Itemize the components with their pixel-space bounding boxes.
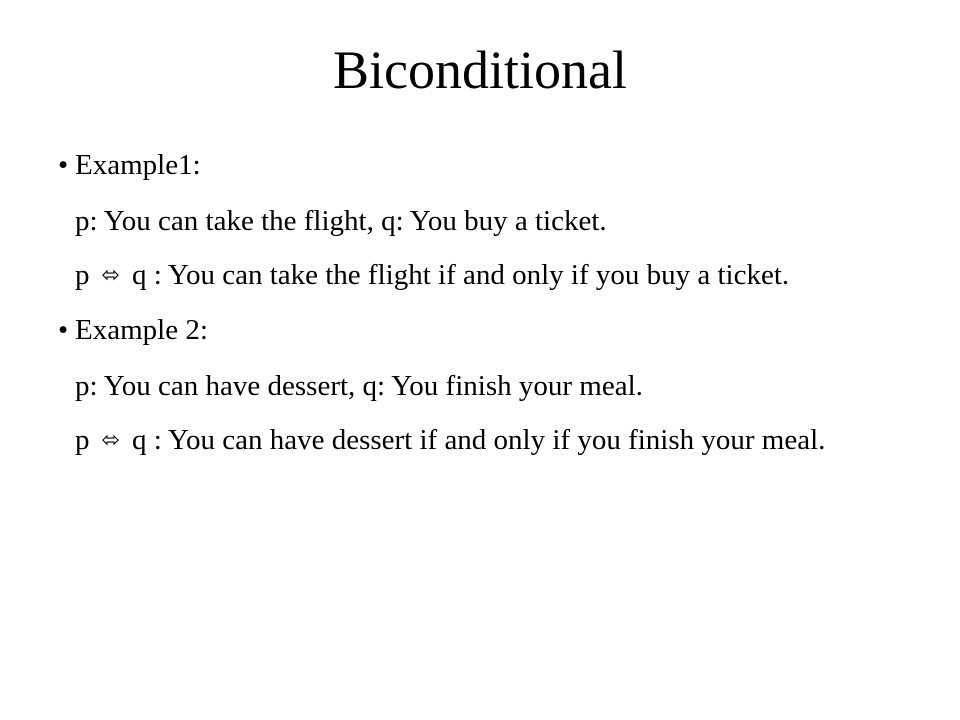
example1-heading: Example1: <box>75 149 201 181</box>
example2-statement-line <box>60 423 910 458</box>
bullet-icon: • <box>58 314 69 346</box>
example1-statement-line <box>60 258 910 293</box>
example1-definitions: p: You can take the flight, q: You buy a ticket. <box>75 205 607 237</box>
example1-p: p <box>75 259 90 291</box>
slide-content <box>60 148 910 478</box>
biconditional-arrow-icon: ⬄ <box>101 428 120 453</box>
slide-title: Biconditional <box>333 40 627 100</box>
example1-statement: q : You can take the flight if and only if you buy a ticket. <box>131 259 790 291</box>
biconditional-arrow-icon: ⬄ <box>101 263 120 288</box>
example1-bullet <box>60 148 910 182</box>
example2-heading: Example 2: <box>75 314 208 346</box>
example2-p: p <box>75 424 90 456</box>
example2-bullet <box>60 313 910 347</box>
example2-definitions: p: You can have dessert, q: You finish your meal. <box>75 370 643 402</box>
example2-statement: q : You can have dessert if and only if you finish your meal. <box>131 424 826 456</box>
bullet-icon: • <box>58 149 69 181</box>
